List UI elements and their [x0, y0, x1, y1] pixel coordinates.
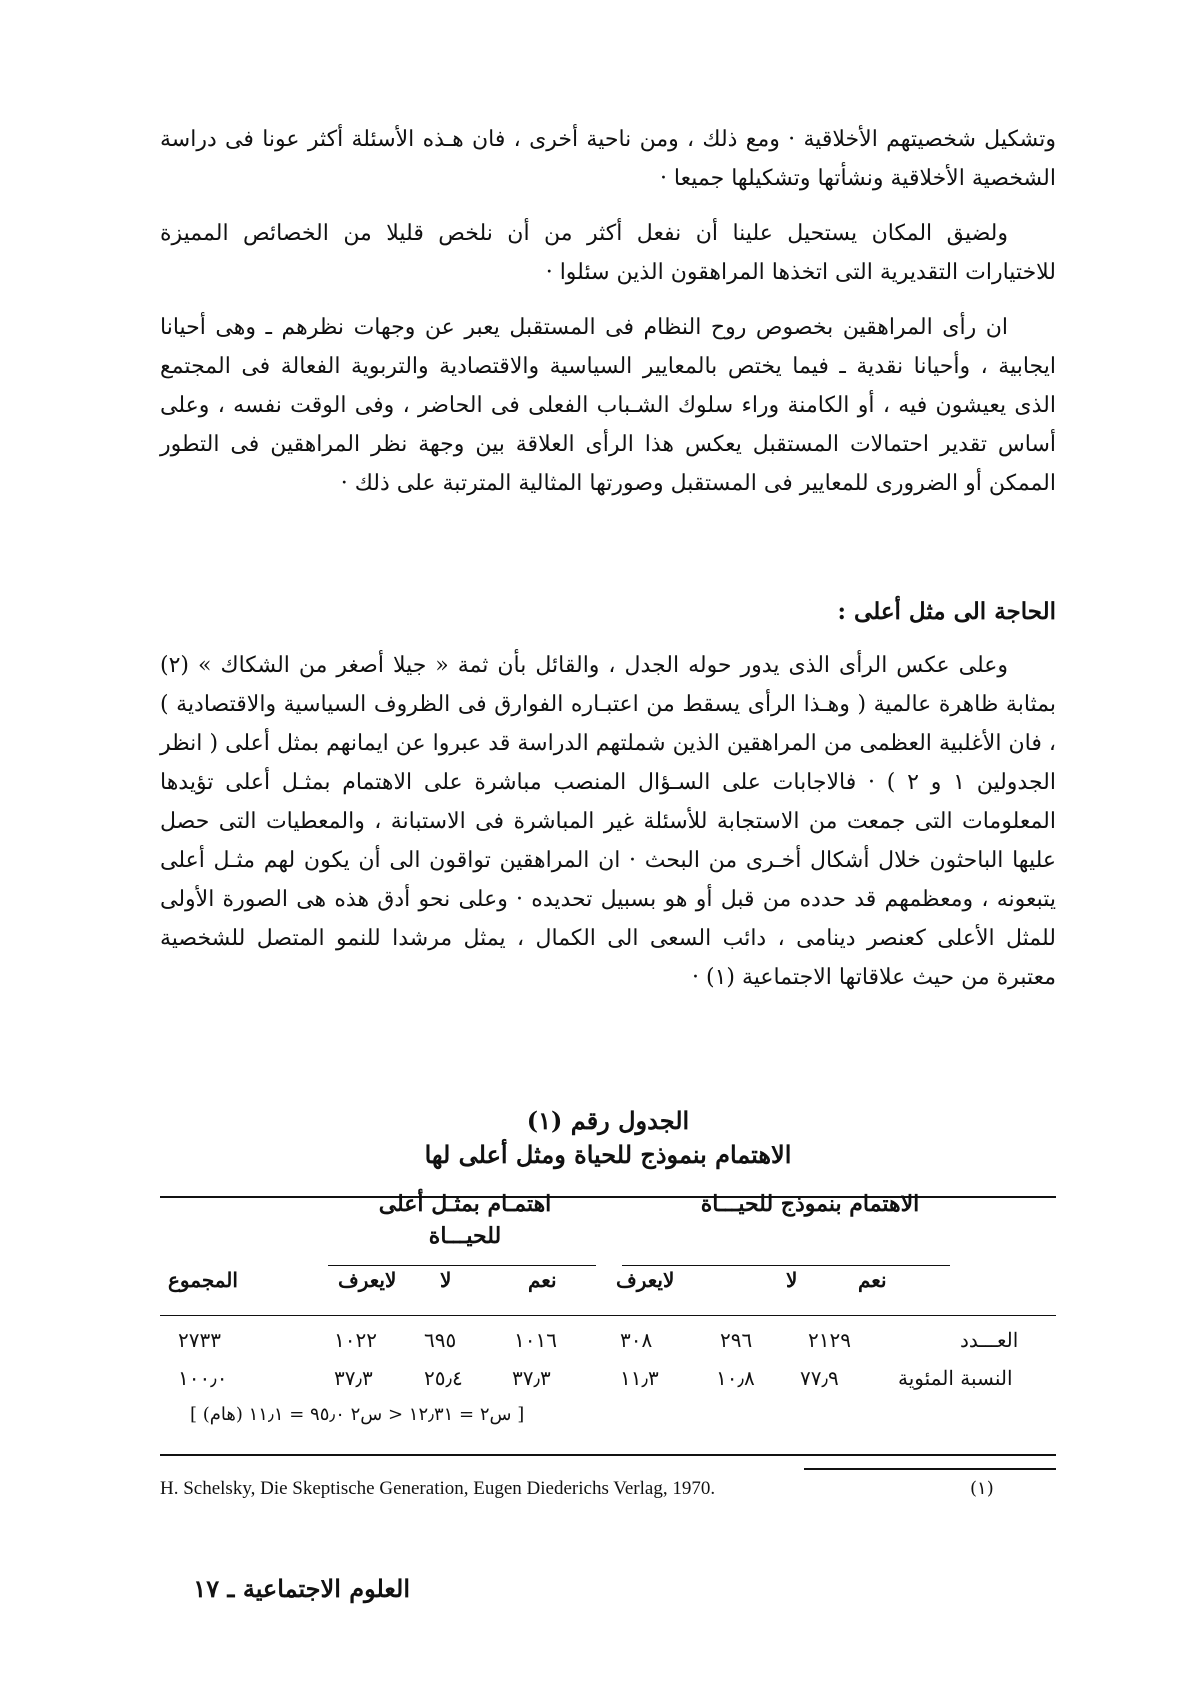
footnote-rule — [804, 1468, 1056, 1470]
group-header-ideal: اهتمـام بمثـل أعلى للحيـــاة — [378, 1191, 552, 1249]
row-count-label: العـــدد — [960, 1328, 1019, 1352]
page-folio: العلوم الاجتماعية ـ ١٧ — [193, 1574, 410, 1603]
paragraph-3: ان رأى المراهقين بخصوص روح النظام فى المستقبل يعبر عن وجهات نظرهم ـ وهى أحيانا ايجابية ، وأحيانا نقدية ـ فيما يختص بالمعايير السياسية والاقتصادية والتربوية الفعالة فى المجتمع الذى يعيشون فيه ، أو الكامنة وراء سلوك الشـباب الفعلى فى الحاضر ، وفى الوقت نفسه ، وعلى أساس تقدير احتمالات المستقبل يعكس هذا الرأى العلاقة بين وجهة نظر المراهقين فى التطور الممكن أو الضرورى للمعايير فى المستقبل وصورتها المثالية المترتبة على ذلك · — [160, 315, 1056, 496]
paragraph-main: وعلى عكس الرأى الذى يدور حوله الجدل ، والقائل بأن ثمة « جيلا أصغر من الشكاك » (٢) بمثابة ظاهرة عالمية ( وهـذا الرأى يسقط من اعتبـاره الفوارق فى الظروف السياسية والاقتصادية ) ، فان الأغلبية العظمى من المراهقين الذين شملتهم الدراسة قد عبروا عن ايمانهم بمثل أعلى ( انظر الجدولين ١ و ٢ ) · فالاجابات على السـؤال المنصب مباشرة على الاهتمام بمثـل أعلى تؤيدها المعلومات التى جمعت من الاستجابة للأسئلة غير المباشرة فى الاستبانة ، والمعطيات التى حصل عليها الباحثون خلال أشكال أخـرى من البحث · ان المراهقين تواقون الى أن يكون لهم مثـل أعلى يتبعونه ، ومعظمهم قد حدده من قبل أو هو بسبيل تحديده · وعلى نحو أدق هذه هى الصورة الأولى للمثل الأعلى كعنصر دينامى ، دائب السعى الى الكمال ، يمثل مرشدا للنمو المتصل للشخصية معتبرة من حيث علاقاتها الاجتماعية (١) · — [160, 653, 1056, 990]
row-percent-label: النسبة المئوية — [898, 1366, 1013, 1390]
cell-count-yes-2: ١٠١٦ — [514, 1328, 557, 1352]
section-heading: الحاجة الى مثل أعلى : — [837, 598, 1056, 625]
cell-count-total: ٢٧٣٣ — [178, 1328, 221, 1352]
paragraph-1: وتشكيل شخصيتهم الأخلاقية · ومع ذلك ، ومن ناحية أخرى ، فان هـذه الأسئلة أكثر عونا فى دراسة الشخصية الأخلاقية ونشأتها وتشكيلها جميعا · — [160, 127, 1056, 191]
cell-percent-no-1: ١٠٫٨ — [716, 1366, 755, 1390]
cell-count-yes-1: ٢١٢٩ — [808, 1328, 851, 1352]
table-title: الاهتمام بنموذج للحياة ومثل أعلى لها — [424, 1140, 792, 1169]
cell-percent-dontknow-1: ١١٫٣ — [620, 1366, 659, 1390]
footnote-text: H. Schelsky, Die Skeptische Generation, Eugen Diederichs Verlag, 1970. — [160, 1478, 716, 1499]
chi-square-note: [ س٢ = ١٢٫٣١ < س٢ ٩٥٫٠ = ١١٫١ (هام) ] — [190, 1404, 525, 1425]
cell-percent-no-2: ٢٥٫٤ — [424, 1366, 463, 1390]
paragraph-2: ولضيق المكان يستحيل علينا أن نفعل أكثر من أن نلخص قليلا من الخصائص المميزة للاختيارات التقديرية التى اتخذها المراهقون الذين سئلوا · — [160, 221, 1056, 285]
cell-count-no-1: ٢٩٦ — [720, 1328, 753, 1352]
cell-percent-total: ١٠٠٫٠ — [178, 1366, 228, 1390]
cell-percent-yes-1: ٧٧٫٩ — [800, 1366, 839, 1390]
group2-underline — [328, 1265, 596, 1266]
table-caption: الجدول رقم (١) — [526, 1106, 690, 1135]
group1-underline — [622, 1265, 950, 1266]
header-dontknow-1: لايعرف — [616, 1268, 675, 1292]
cell-percent-dontknow-2: ٣٧٫٣ — [334, 1366, 373, 1390]
cell-count-no-2: ٦٩٥ — [424, 1328, 457, 1352]
header-no-1: لا — [786, 1268, 798, 1292]
header-yes-1: نعم — [858, 1268, 887, 1292]
header-no-2: لا — [440, 1268, 452, 1292]
header-rule — [160, 1315, 1056, 1316]
cell-percent-yes-2: ٣٧٫٣ — [512, 1366, 551, 1390]
cell-count-dontknow-2: ١٠٢٢ — [334, 1328, 377, 1352]
body-text-main — [160, 646, 1056, 997]
body-text-top — [160, 120, 1056, 503]
group-header-life-model: الاهتمام بنموذج للحيـــاة — [700, 1191, 920, 1217]
header-dontknow-2: لايعرف — [338, 1268, 397, 1292]
header-total: المجموع — [168, 1268, 238, 1292]
footnote-mark: (١) — [970, 1478, 994, 1499]
header-yes-2: نعم — [528, 1268, 557, 1292]
cell-count-dontknow-1: ٣٠٨ — [620, 1328, 653, 1352]
table-bottom-rule — [160, 1454, 1056, 1456]
